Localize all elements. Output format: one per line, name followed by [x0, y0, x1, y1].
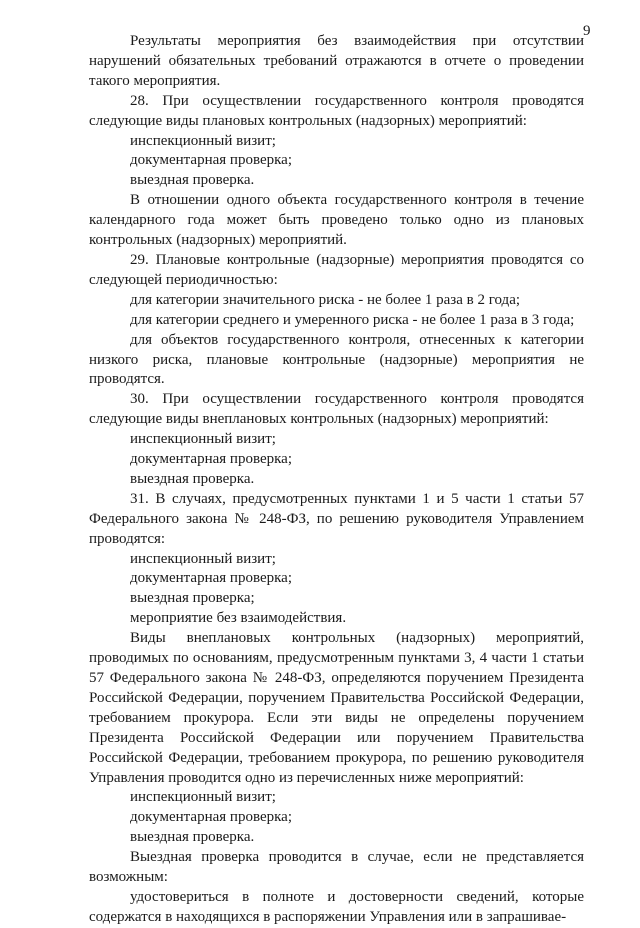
paragraph: В отношении одного объекта государственного контроля в течение календарного года может быть проведено только одно из плановых контрольных (надзорных) мероприятий. — [89, 192, 584, 249]
list-item: инспекционный визит; — [130, 431, 276, 448]
list-item: документарная проверка; — [130, 570, 292, 587]
list-item: выездная проверка; — [130, 590, 255, 607]
list-item: инспекционный визит; — [130, 789, 276, 806]
list-item: документарная проверка; — [130, 809, 292, 826]
list-item: инспекционный визит; — [130, 550, 276, 567]
paragraph: для объектов государственного контроля, отнесенных к категории низкого риска, плановые контрольные (надзорные) мероприятия не проводятся. — [89, 331, 584, 388]
paragraph: Результаты мероприятия без взаимодействия при отсутствии нарушений обязательных требований отражаются в отчете о проведении такого мероприятия. — [89, 33, 584, 89]
list-item: для категории значительного риска - не более 1 раза в 2 года; — [130, 291, 521, 308]
paragraph: Выездная проверка проводится в случае, если не представляется возможным: — [89, 849, 584, 886]
list-item: выездная проверка. — [130, 829, 255, 846]
paragraph: удостовериться в полноте и достоверности сведений, которые содержатся в находящихся в распоряжении Управления или в запрашивае- — [89, 888, 584, 925]
paragraph: 29. Плановые контрольные (надзорные) мероприятия проводятся со следующей периодичностью: — [89, 251, 584, 288]
list-item: инспекционный визит; — [130, 132, 276, 149]
list-item: выездная проверка. — [130, 172, 255, 189]
list-item: мероприятие без взаимодействия. — [130, 610, 347, 627]
paragraph: 28. При осуществлении государственного контроля проводятся следующие виды плановых контрольных (надзорных) мероприятий: — [89, 92, 584, 129]
document-body — [89, 32, 584, 928]
list-item: для категории среднего и умеренного риска - не более 1 раза в 3 года; — [130, 311, 575, 328]
paragraph: Виды внеплановых контрольных (надзорных) мероприятий, проводимых по основаниям, предусмотренным пунктами 3, 4 части 1 статьи 57 Федерального закона № 248-ФЗ, определяются поручением Президента Российской Федерации, поручением Правительства Российской Федерации, требованием прокурора. Если эти виды не определены поручением Президента Российской Федерации или поручением Правительства Российской Федерации, требованием прокурора, по решению руководителя Управления проводится одно из перечисленных ниже мероприятий: — [89, 630, 584, 786]
page-number: 9 — [583, 23, 591, 39]
paragraph: 30. При осуществлении государственного контроля проводятся следующие виды внеплановых контрольных (надзорных) мероприятий: — [89, 391, 584, 428]
list-item: документарная проверка; — [130, 451, 292, 468]
list-item: выездная проверка. — [130, 470, 255, 487]
paragraph: 31. В случаях, предусмотренных пунктами 1 и 5 части 1 статьи 57 Федерального закона № 248-ФЗ, по решению руководителя Управлением проводятся: — [89, 490, 584, 547]
list-item: документарная проверка; — [130, 152, 292, 169]
